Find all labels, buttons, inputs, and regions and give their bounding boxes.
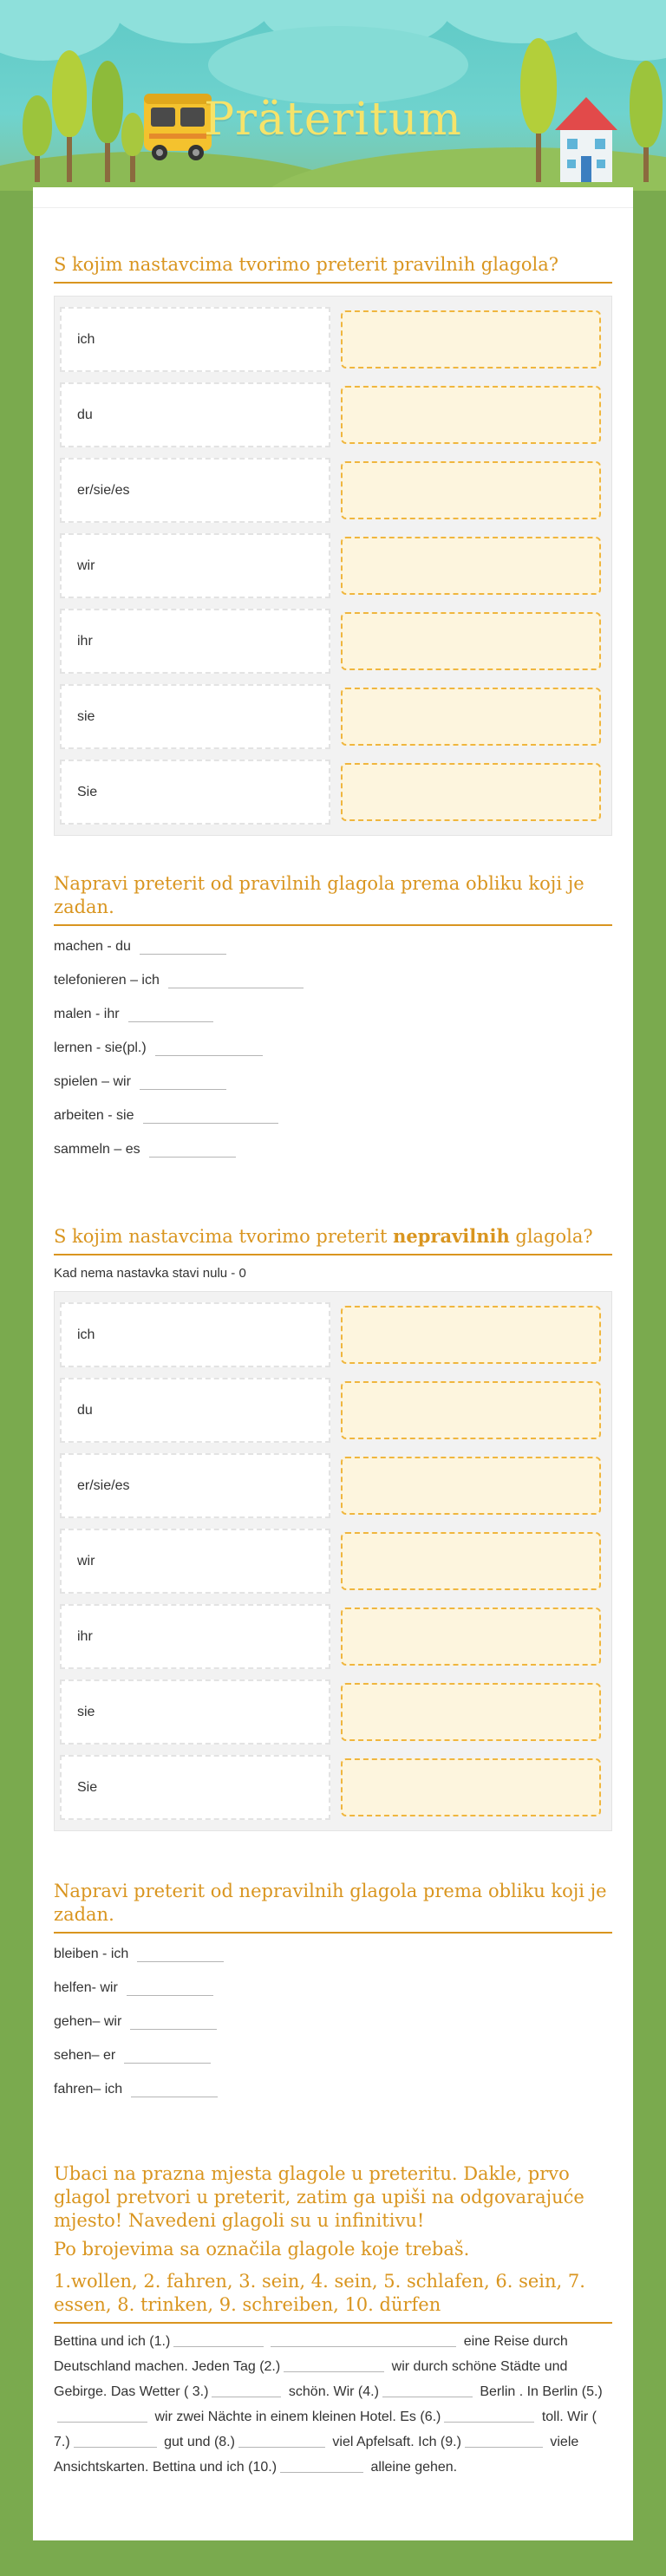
cloze-text: Berlin . In Berlin (5.): [480, 2384, 603, 2399]
card-top-strip: [33, 187, 633, 208]
drop-zone[interactable]: [341, 537, 601, 595]
match-row: [60, 1448, 606, 1523]
exercise-prompt: arbeiten - sie: [54, 1107, 134, 1123]
drop-zone[interactable]: [341, 386, 601, 444]
match-label[interactable]: du: [60, 382, 330, 447]
match-label[interactable]: ich: [60, 1302, 330, 1367]
drop-zone[interactable]: [341, 1608, 601, 1666]
match-label[interactable]: wir: [60, 1529, 330, 1594]
cloze-text: alleine gehen.: [370, 2460, 458, 2475]
drop-zone[interactable]: [341, 1532, 601, 1590]
answer-blank[interactable]: [271, 2333, 456, 2347]
cloze-text: viele Ansichtskarten. Bettina und ich (10.): [54, 2435, 579, 2475]
answer-blank[interactable]: [444, 2409, 534, 2423]
drop-zone[interactable]: [341, 1683, 601, 1741]
answer-blank[interactable]: [149, 1142, 236, 1158]
drop-zone[interactable]: [341, 310, 601, 368]
cloud-shape: [208, 26, 468, 104]
answer-blank[interactable]: [131, 2082, 218, 2097]
exercise-item: [54, 1132, 612, 1166]
match-row: [60, 453, 606, 528]
cloze-paragraph: [54, 2329, 612, 2480]
drop-zone[interactable]: [341, 1306, 601, 1364]
match-label[interactable]: ihr: [60, 1604, 330, 1669]
exercise-prompt: bleiben - ich: [54, 1946, 129, 1961]
match-label[interactable]: sie: [60, 684, 330, 749]
cloze-text: gut und (8.): [164, 2435, 235, 2449]
match-label[interactable]: er/sie/es: [60, 458, 330, 523]
drop-zone[interactable]: [341, 1381, 601, 1439]
exercise-item: [54, 997, 612, 1031]
match-row: [60, 1750, 606, 1825]
section-heading: Napravi preterit od nepravilnih glagola prema obliku koji je zadan.: [54, 1880, 612, 1934]
section-heading: Napravi preterit od pravilnih glagola prema obliku koji je zadan.: [54, 872, 612, 926]
instruction-note: Kad nema nastavka stavi nulu - 0: [54, 1266, 246, 1281]
cloze-text: Bettina und ich (1.): [54, 2334, 171, 2349]
exercise-item: [54, 963, 612, 997]
exercise-item: [54, 2072, 612, 2106]
page-title: Präteritum: [204, 94, 462, 146]
cloud-shape: [572, 0, 666, 61]
section-cloze-text: [54, 2162, 612, 2480]
instruction-heading: Ubaci na prazna mjesta glagole u preteritu. Dakle, prvo glagol pretvori u preterit, zatim ga upiši na odgovarajuće mjesto! Navedeni glagoli su u infinitivu!: [54, 2163, 584, 2231]
match-row: [60, 302, 606, 377]
answer-blank[interactable]: [128, 1007, 213, 1022]
drop-zone[interactable]: [341, 461, 601, 519]
header-banner: [0, 0, 666, 191]
match-label[interactable]: Sie: [60, 1755, 330, 1820]
heading-emphasis: nepravilnih: [393, 1225, 510, 1247]
section-regular-endings: [54, 253, 612, 836]
answer-blank[interactable]: [284, 2358, 384, 2372]
cloze-text: toll. Wir ( 7.): [54, 2410, 597, 2449]
match-row: [60, 679, 606, 754]
cloze-text: wir durch schöne Städte und Gebirge. Das Wetter ( 3.): [54, 2359, 568, 2399]
answer-blank[interactable]: [143, 1108, 278, 1124]
exercise-prompt: machen - du: [54, 938, 131, 954]
drop-zone[interactable]: [341, 688, 601, 746]
match-label[interactable]: Sie: [60, 760, 330, 825]
exercise-item: [54, 2038, 612, 2072]
cloze-text: wir zwei Nächte in einem kleinen Hotel. Es (6.): [154, 2410, 441, 2424]
cloze-text: viel Apfelsaft. Ich (9.): [332, 2435, 461, 2449]
match-label[interactable]: ich: [60, 307, 330, 372]
match-row: [60, 1674, 606, 1750]
exercise-item: [54, 2005, 612, 2038]
answer-blank[interactable]: [127, 1980, 213, 1996]
cloze-text: eine Reise durch Deutschland machen. Jeden Tag (2.): [54, 2334, 568, 2374]
section-irregular-practice: [54, 1880, 612, 2106]
answer-blank[interactable]: [465, 2434, 543, 2448]
section-irregular-endings: [54, 1224, 612, 1831]
match-table: [54, 1291, 612, 1831]
section-heading: S kojim nastavcima tvorimo preterit pravilnih glagola?: [54, 253, 612, 284]
exercise-item: [54, 1031, 612, 1065]
section-regular-practice: [54, 872, 612, 1166]
answer-blank[interactable]: [124, 2048, 211, 2064]
exercise-prompt: malen - ihr: [54, 1006, 120, 1021]
drop-zone[interactable]: [341, 763, 601, 821]
exercise-item: [54, 1971, 612, 2005]
exercise-item: [54, 1937, 612, 1971]
match-row: [60, 603, 606, 679]
match-row: [60, 377, 606, 453]
match-row: [60, 754, 606, 830]
match-row: [60, 1373, 606, 1448]
exercise-prompt: telefonieren – ich: [54, 972, 160, 988]
heading-text: S kojim nastavcima tvorimo preterit: [54, 1226, 394, 1247]
answer-blank[interactable]: [130, 2014, 217, 2030]
answer-blank[interactable]: [212, 2384, 281, 2397]
exercise-prompt: sehen– er: [54, 2047, 116, 2063]
answer-blank[interactable]: [74, 2434, 157, 2448]
match-label[interactable]: sie: [60, 1679, 330, 1745]
cloze-text: schön. Wir (4.): [288, 2384, 379, 2399]
exercise-item: [54, 1065, 612, 1099]
drop-zone[interactable]: [341, 1457, 601, 1515]
answer-blank[interactable]: [173, 2333, 264, 2347]
answer-blank[interactable]: [140, 939, 226, 955]
match-row: [60, 1599, 606, 1674]
verb-list-heading: 1.wollen, 2. fahren, 3. sein, 4. sein, 5. schlafen, 6. sein, 7. essen, 8. trinken, 9. schreiben, 10. dürfen: [54, 2270, 612, 2324]
exercise-prompt: lernen - sie(pl.): [54, 1040, 147, 1055]
match-label[interactable]: er/sie/es: [60, 1453, 330, 1518]
answer-blank[interactable]: [155, 1040, 263, 1056]
exercise-item: [54, 929, 612, 963]
section-heading: [54, 1224, 612, 1255]
match-label[interactable]: du: [60, 1378, 330, 1443]
answer-blank[interactable]: [238, 2434, 325, 2448]
drop-zone[interactable]: [341, 612, 601, 670]
drop-zone[interactable]: [341, 1758, 601, 1816]
match-row: [60, 1297, 606, 1373]
match-label[interactable]: ihr: [60, 609, 330, 674]
exercise-prompt: helfen- wir: [54, 1979, 118, 1995]
answer-blank[interactable]: [137, 1947, 224, 1962]
match-row: [60, 528, 606, 603]
match-row: [60, 1523, 606, 1599]
answer-blank[interactable]: [382, 2384, 473, 2397]
answer-blank[interactable]: [280, 2459, 363, 2473]
match-label[interactable]: wir: [60, 533, 330, 598]
exercise-prompt: fahren– ich: [54, 2081, 123, 2097]
exercise-item: [54, 1099, 612, 1132]
heading-text: glagola?: [509, 1226, 593, 1247]
answer-blank[interactable]: [140, 1074, 226, 1090]
cloud-shape: [0, 0, 121, 61]
match-table: [54, 296, 612, 836]
answer-blank[interactable]: [57, 2409, 147, 2423]
instruction-heading: Po brojevima sa označila glagole koje trebaš.: [54, 2239, 470, 2260]
exercise-prompt: spielen – wir: [54, 1073, 131, 1089]
exercise-prompt: gehen– wir: [54, 2013, 122, 2029]
answer-blank[interactable]: [168, 973, 304, 988]
exercise-prompt: sammeln – es: [54, 1141, 140, 1157]
